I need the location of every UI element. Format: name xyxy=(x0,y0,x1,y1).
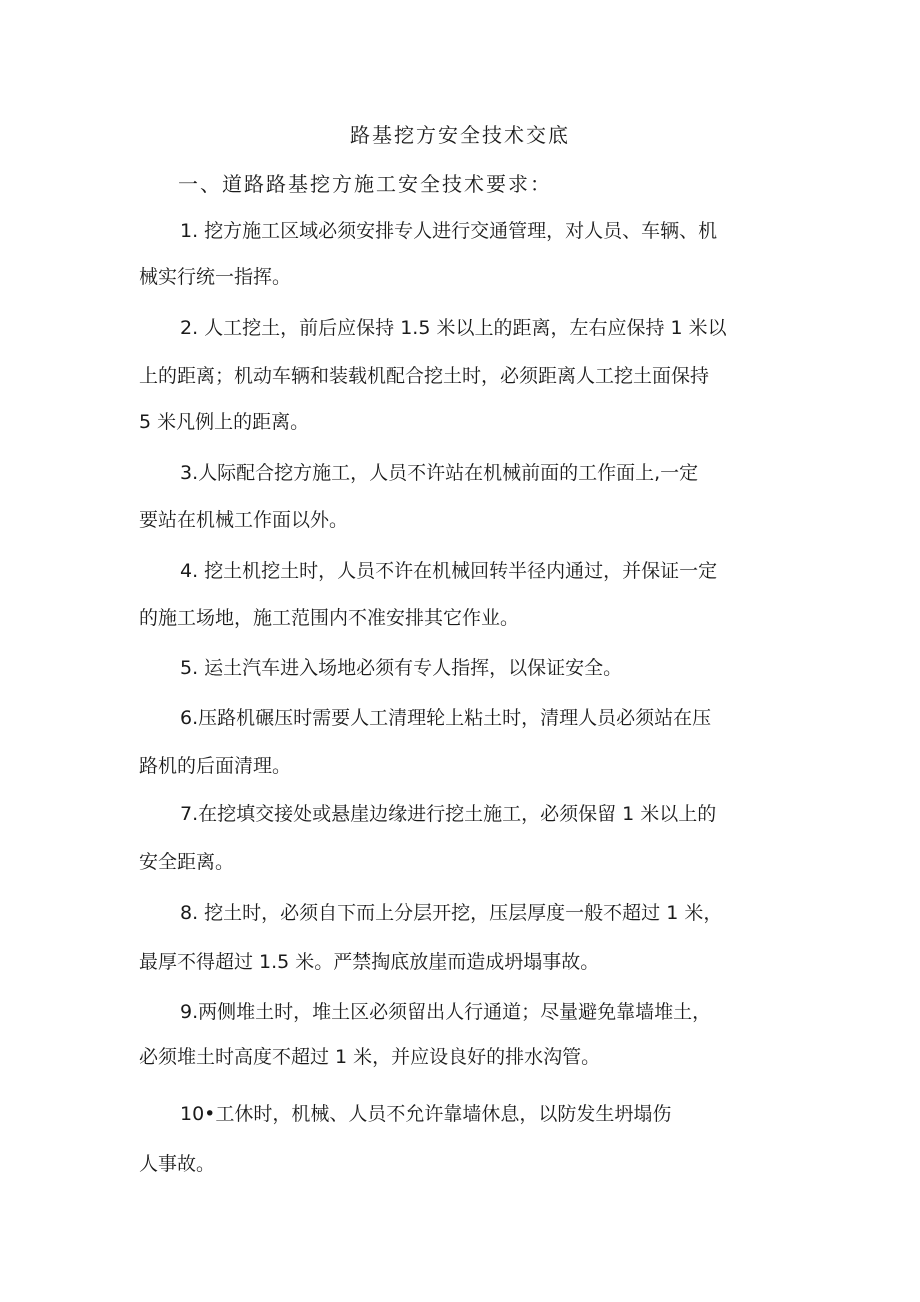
item-1-line-1: 1. 挖方施工区域必须安排专人进行交通管理，对人员、车辆、机 xyxy=(180,220,718,242)
item-10-line-1: 10•工休时，机械、人员不允许靠墙休息，以防发生坍塌伤 xyxy=(180,1103,672,1125)
item-2-line-1: 2. 人工挖土，前后应保持 1.5 米以上的距离，左右应保持 1 米以 xyxy=(180,317,727,339)
item-6-line-2: 路机的后面清理。 xyxy=(139,755,292,777)
item-2-line-3: 5 米凡例上的距离。 xyxy=(139,411,310,433)
item-3-line-1: 3.人际配合挖方施工，人员不许站在机械前面的工作面上,一定 xyxy=(180,462,699,484)
item-9-line-1: 9.两侧堆土时，堆土区必须留出人行通道；尽量避免靠墙堆土， xyxy=(180,1001,712,1023)
item-6-line-1: 6.压路机碾压时需要人工清理轮上粘土时，清理人员必须站在压 xyxy=(180,707,712,729)
item-7-line-2: 安全距离。 xyxy=(139,851,235,873)
item-1-line-2: 械实行统一指挥。 xyxy=(139,266,292,288)
item-2-line-2: 上的距离；机动车辆和装载机配合挖土时，必须距离人工挖土面保持 xyxy=(139,365,710,387)
item-4-line-1: 4. 挖土机挖土时，人员不许在机械回转半径内通过，并保证一定 xyxy=(180,560,718,582)
item-3-line-2: 要站在机械工作面以外。 xyxy=(139,509,349,531)
item-4-line-2: 的施工场地，施工范围内不准安排其它作业。 xyxy=(139,607,520,629)
document-title: 路基挖方安全技术交底 xyxy=(350,123,570,147)
item-10-line-2: 人事故。 xyxy=(139,1153,216,1175)
item-8-line-2: 最厚不得超过 1.5 米。严禁掏底放崖而造成坍塌事故。 xyxy=(139,951,600,973)
item-9-line-2: 必须堆土时高度不超过 1 米，并应设良好的排水沟管。 xyxy=(139,1046,601,1068)
item-5-line-1: 5. 运土汽车进入场地必须有专人指挥，以保证安全。 xyxy=(180,657,623,679)
section-heading: 一、道路路基挖方施工安全技术要求： xyxy=(178,172,552,196)
item-7-line-1: 7.在挖填交接处或悬崖边缘进行挖土施工，必须保留 1 米以上的 xyxy=(180,803,717,825)
item-8-line-1: 8. 挖土时，必须自下而上分层开挖，压层厚度一般不超过 1 米， xyxy=(180,902,723,924)
